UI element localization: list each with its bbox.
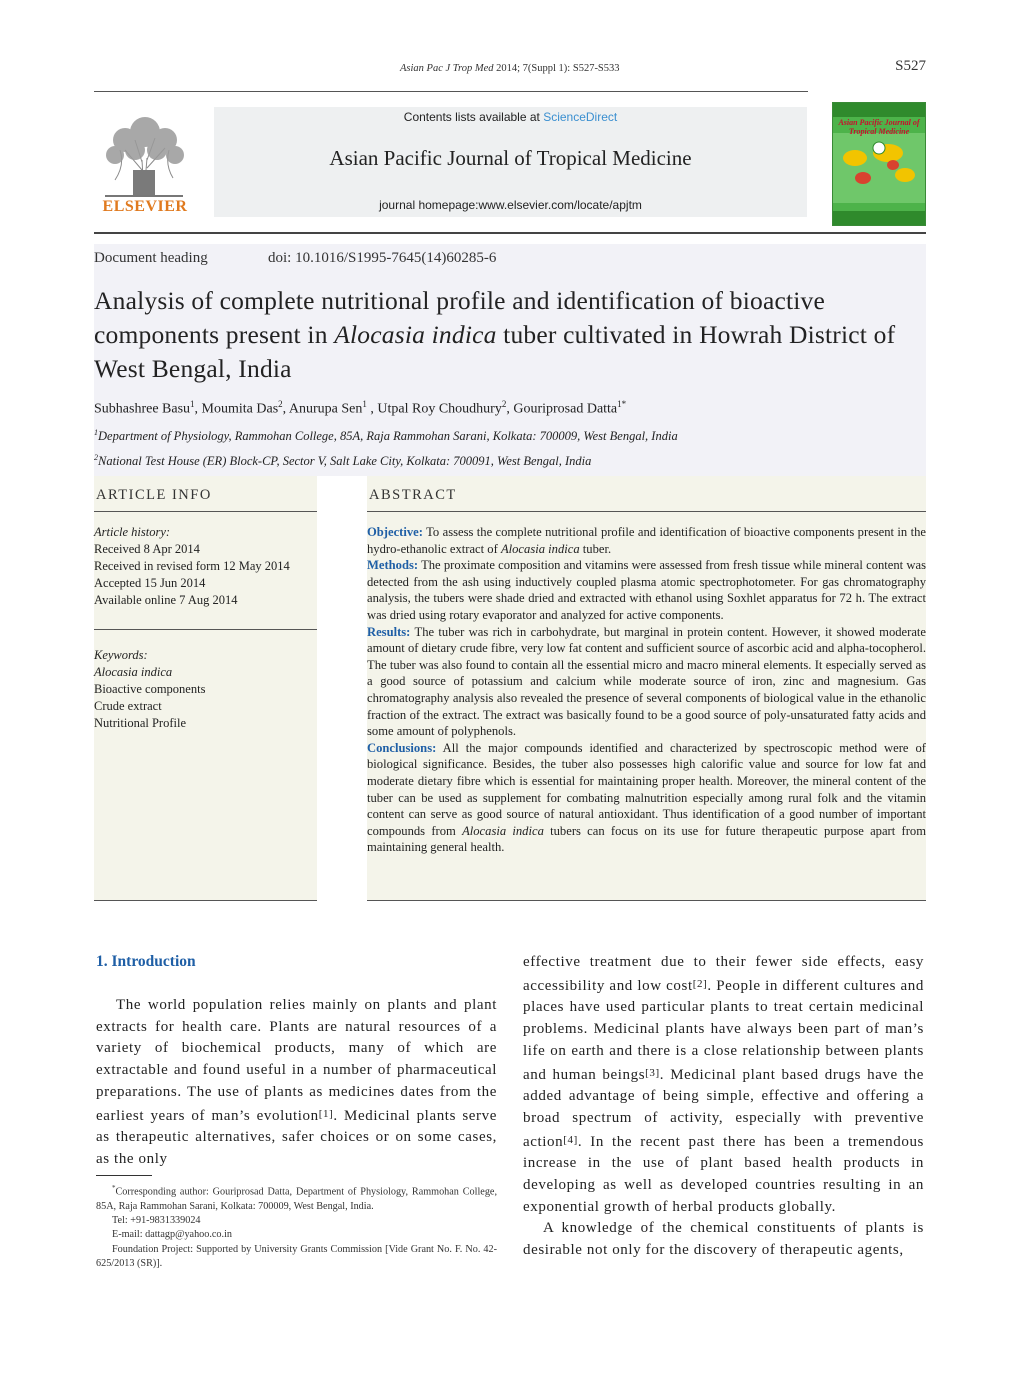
- results-label: Results:: [367, 624, 411, 639]
- paragraph: A knowledge of the chemical constituents of plants is desirable not only for the discovery of therapeutic agents,: [523, 1220, 924, 1259]
- doi: doi: 10.1016/S1995-7645(14)60285-6: [268, 250, 497, 266]
- keyword-item: Alocasia indica: [94, 665, 173, 679]
- author-list: Subhashree Basu$^1$, Moumita Das$^2$, Anurupa Sen$^1$ , Utpal Roy Choudhury$^2$, Gouriprosad Datta$^{1*}$: [94, 399, 627, 417]
- abstract-conclusions: [367, 740, 926, 856]
- citation: 2014; 7(Suppl 1): S527-S533: [493, 63, 620, 74]
- footnote-email-link[interactable]: E-mail: dattagp@yahoo.co.in: [112, 1229, 232, 1241]
- paragraph-text: The world population relies mainly on plants and plant extracts for health care. Plants are natural resources of a variety of biochemical products, many of which are extractable and found useful in a number of pharmaceutical preparations. The use of plants as medicines dates from the earliest years of man’s evolution: [96, 997, 497, 1124]
- keywords: [94, 647, 317, 732]
- abstract-results: [367, 624, 926, 740]
- objective-label: Objective:: [367, 525, 423, 539]
- abstract-rule: [367, 900, 926, 901]
- author: Anurupa Sen: [288, 401, 363, 417]
- title-species: Alocasia indica: [334, 320, 497, 349]
- paragraph-text: . In the recent past there has been a tremendous increase in the use of plant based health products in developing as well as developed countries resulting in an exponential growth of herbal products globally.: [523, 1133, 924, 1215]
- document-heading: Document heading: [94, 250, 208, 266]
- section-heading-introduction: 1. Introduction: [96, 953, 196, 970]
- objective-end: tuber.: [579, 541, 612, 556]
- paragraph-text: . People in different cultures and places have used particular plants to treat certain medicinal problems. Medicinal plants have always been part of man’s life on earth and there is a close relationship between plants and human beings: [523, 977, 924, 1083]
- methods-label: Methods:: [367, 558, 419, 573]
- contents-line: [214, 110, 807, 124]
- author: Moumita Das: [201, 401, 279, 417]
- article-info-heading: ARTICLE INFO: [96, 487, 212, 503]
- info-rule: [94, 900, 317, 901]
- paragraph-text: . Medicinal plant based drugs have the added advantage of being simple, effective and offering a broad spectrum of activity, especially with preventive action: [523, 1066, 924, 1150]
- body-column-right: [523, 952, 924, 1262]
- objective-species: Alocasia indica: [500, 541, 580, 556]
- masthead-rule: [94, 232, 926, 234]
- abstract-text: [367, 524, 926, 856]
- author-sup: 2: [501, 399, 507, 409]
- author-sup: 1: [362, 399, 367, 409]
- footnote-sup: *: [112, 1184, 116, 1192]
- author: Gouriprosad Datta: [513, 401, 618, 417]
- keyword-item: Bioactive components: [94, 682, 206, 696]
- footnotes: [96, 1181, 497, 1271]
- paragraph-text: . Medicinal plants serve as therapeutic alternatives, safer choices or on some cases, as the only: [96, 1107, 497, 1167]
- body-column-left: [96, 995, 497, 1171]
- conclusions-end: tubers can focus on its use for future therapeutic purpose apart from maintaining general health.: [367, 823, 926, 855]
- keywords-label: Keywords:: [94, 648, 148, 662]
- conclusions-label: Conclusions:: [367, 740, 437, 755]
- author-sup: 1*: [617, 399, 627, 409]
- abstract-methods: [367, 557, 926, 623]
- info-rule: [94, 511, 317, 512]
- title-part-1: Analysis of complete nutritional profile and identification of bioactive components present in: [94, 286, 826, 349]
- affiliation-1: [94, 428, 678, 444]
- results-text: The tuber was rich in carbohydrate, but marginal in protein content. However, it showed moderate amount of dietary crude fibre, very low fat content and sufficient source of ascorbic acid and alpha-tocopherol. The tuber was also found to contain all the essential micro and macro mineral elements. It especially served as a good source of potassium and calcium while moderate source of iron, zinc and magnesium. Gas chromatography analysis also revealed the presence of several components of biological value in the ethanolic fraction of the extract. The extract was basically found to be a good source of poly-unsaturated fatty acids and some amount of polyphenols.: [367, 624, 926, 739]
- info-rule: [94, 629, 317, 630]
- conclusions-text: All the major compounds identified and characterized by spectroscopic method were of biological significance. Besides, the tuber also possesses high calorific value and source for low fat and moderate dietary fibre which is essential for maintaining proper health. Moreover, the mineral content of the tuber can be used as supplement for combating malnutrition especially among rural folk and the vitamin content can serve as good source of natural antioxidant. Thus identification of a good number of important compounds from: [367, 740, 926, 838]
- footnote-tel: Tel: +91-9831339024: [112, 1214, 201, 1226]
- paragraph-text: effective treatment due to their fewer side effects, easy accessibility and low cost: [523, 954, 924, 994]
- citation-ref-link[interactable]: [2]: [692, 977, 708, 990]
- history-item: Received 8 Apr 2014: [94, 542, 200, 556]
- affiliation-sup: 1: [94, 428, 98, 437]
- publisher-name: ELSEVIER: [102, 198, 188, 215]
- affiliation-sup: 2: [94, 453, 98, 462]
- affiliation-text: Department of Physiology, Rammohan College, 85A, Raja Rammohan Sarani, Kolkata: 700009, West Bengal, India: [98, 429, 678, 444]
- footnote-foundation: Foundation Project: Supported by University Grants Commission [Vide Grant No. F. No. 42-625/2013 (SR)].: [96, 1243, 497, 1269]
- running-header: [400, 63, 620, 74]
- citation-ref-link[interactable]: [4]: [563, 1133, 578, 1146]
- journal-abbrev: Asian Pac J Trop Med: [400, 63, 494, 74]
- affiliation-2: [94, 453, 591, 469]
- author: Subhashree Basu: [94, 401, 191, 417]
- journal-name: Asian Pacific Journal of Tropical Medicine: [329, 146, 692, 170]
- history-item: Available online 7 Aug 2014: [94, 593, 238, 607]
- history-item: Received in revised form 12 May 2014: [94, 559, 290, 573]
- footnote-text: Corresponding author: Gouriprosad Datta, Department of Physiology, Rammohan College, 85A, Raja Rammohan Sarani, Kolkata: 700009, West Bengal, India.: [96, 1186, 497, 1212]
- citation-ref-link[interactable]: [1]: [318, 1107, 334, 1120]
- journal-homepage-link[interactable]: journal homepage:www.elsevier.com/locate/apjtm: [379, 198, 642, 212]
- abstract-rule: [367, 511, 926, 512]
- sciencedirect-link[interactable]: ScienceDirect: [543, 110, 618, 124]
- header-rule: [94, 91, 808, 92]
- citation-ref-link[interactable]: [3]: [645, 1066, 660, 1079]
- affiliation-text: National Test House (ER) Block-CP, Sector V, Salt Lake City, Kolkata: 700091, West Bengal, India: [98, 454, 592, 469]
- title-part-2: tuber cultivated in Howrah District of West Bengal, India: [94, 320, 896, 383]
- author: Utpal Roy Choudhury: [377, 401, 502, 417]
- contents-prefix: Contents lists available at: [403, 110, 544, 124]
- conclusions-species: Alocasia indica: [462, 823, 544, 838]
- keyword-item: Crude extract: [94, 699, 162, 713]
- history-item: Accepted 15 Jun 2014: [94, 576, 206, 590]
- author-sup: 1: [190, 399, 195, 409]
- methods-text: The proximate composition and vitamins were assessed from fresh tissue while mineral content was detected from the ash using inductively coupled plasma atomic spectrophotometer. For gas chromatography analysis, the tubers were shade dried and extracted with ethanol using Soxhlet apparatus for 72 h. The extract was dried using rotary evaporator and analyzed for active components.: [367, 558, 926, 622]
- article-history: [94, 524, 317, 609]
- cover-title: Asian Pacific Journal of Tropical Medicine: [838, 118, 920, 136]
- author-sup: 2: [278, 399, 283, 409]
- page-number: S527: [895, 58, 926, 74]
- footnote-corresponding: [96, 1181, 497, 1214]
- keyword-item: Nutritional Profile: [94, 716, 186, 730]
- article-title: [94, 284, 928, 386]
- paragraph: [523, 952, 924, 1218]
- abstract-objective: [367, 524, 926, 557]
- abstract-heading: ABSTRACT: [369, 487, 457, 503]
- footnote-rule: [96, 1175, 152, 1176]
- history-label: Article history:: [94, 525, 171, 539]
- objective-text: To assess the complete nutritional profile and identification of bioactive components present in the hydro-ethanolic extract of: [367, 525, 926, 556]
